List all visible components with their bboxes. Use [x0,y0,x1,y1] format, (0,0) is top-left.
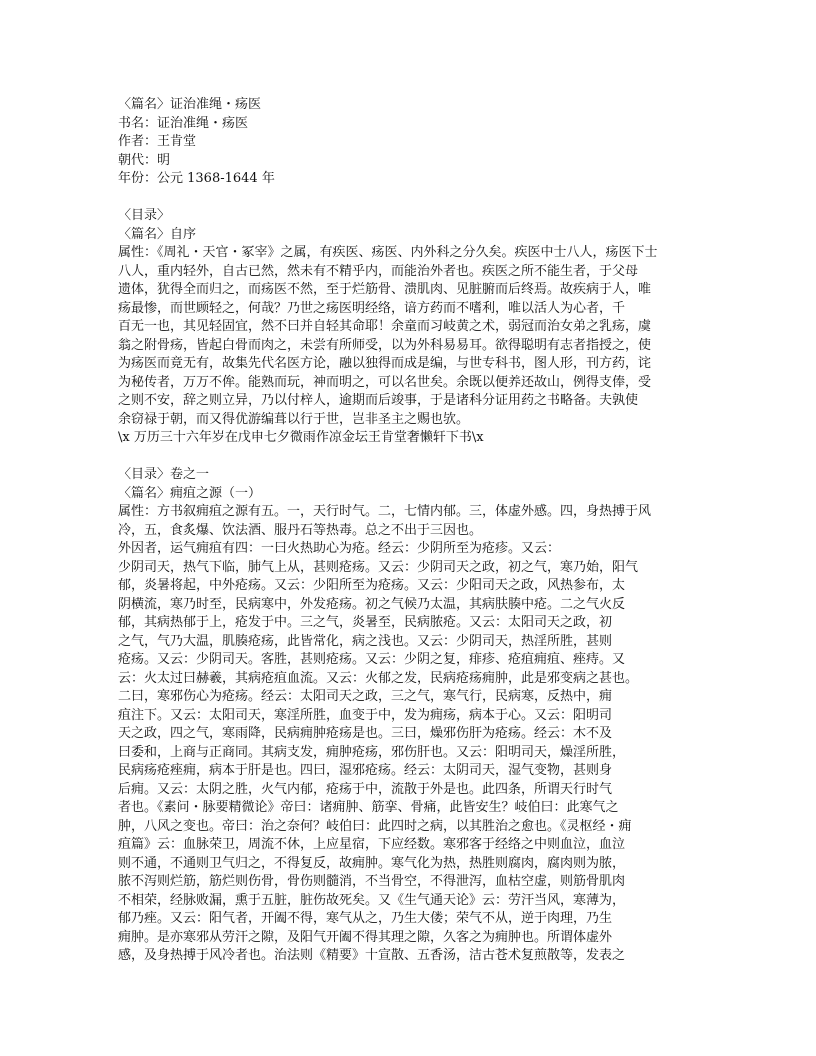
text-line: 脓不泻则烂筋，筋烂则伤骨，骨伤则髓消，不当骨空，不得泄泻，血枯空虚，则筋骨肌肉 [118,874,626,889]
text-line: 云：火太过曰赫羲，其病疮疽血流。又云：火郁之发，民病疮疡痈肿，此是邪变病之甚也。 [118,670,639,686]
text-line: 郁，炎暑将起，中外疮疡。又云：少阳所至为疮疡。又云：少阳司天之政，风热参布，太 [118,578,626,593]
text-line: 民病疡疮痤痈，病本于肝是也。四曰，湿邪疮疡。经云：太阴司天，湿气变物，甚则身 [118,763,613,778]
text-line: 天之政，四之气，寒雨降，民病痈肿疮疡是也。三曰，燥邪伤肝为疮疡。经云：木不及 [118,726,613,741]
text-line: 疽篇》云：血脉荣卫，周流不休，上应星宿，下应经数。寒邪客于经络之中则血泣，血泣 [118,837,626,852]
text-line: 为秘传者，万万不侔。能熟而玩，神而明之，可以名世矣。余既以便养还故山，例得支俸，受 [118,374,652,390]
signature-line: \x 万历三十六年岁在戊申七夕微雨作凉金坛王肯堂奢懒轩下书\x [118,430,484,445]
text-line: 少阴司天，热气下临，肺气上从，甚则疮疡。又云：少阴司天之政，初之气，寒乃始，阳气 [118,559,639,575]
header-title-line: 〈篇名〉证治准绳・疡医 [118,97,262,112]
text-line: 二曰，寒邪伤心为疮疡。经云：太阳司天之政，三之气，寒气行，民病寒，反热中，痈 [118,689,613,704]
header-dynasty-line: 朝代：明 [118,152,171,168]
text-line: 属性：方书叙痈疽之源有五。一，天行时气。二，七情内郁。三，体虚外感。四，身热搏于风 [118,504,652,519]
text-line: 郁乃痤。又云：阳气者，开阖不得，寒气从之，乃生大偻；荣气不从，逆于肉理，乃生 [118,911,613,926]
text-line: 属性：《周礼・天官・冢宰》之属，有疾医、疡医、内外科之分久矣。疾医中士八人，疡医下士 [118,245,658,260]
header-book-line: 书名：证治准绳・疡医 [118,115,249,131]
text-line: 百无一也，其见轻固宜，然不曰并自轻其命耶！余童而习岐黄之术，弱冠而治女弟之乳疡，虞 [118,319,652,334]
document-header [118,96,698,189]
document-page [118,96,698,1003]
section-heading: 〈篇名〉自序 [118,226,197,242]
text-line [118,966,698,985]
text-line [118,984,698,1003]
text-line: 疮疡。又云：少阴司天。客胜，甚则疮疡。又云：少阴之复，痱疹、疮疽痈疽、痤痔。又 [118,652,626,667]
text-line: 阴横流，寒乃时至，民病寒中，外发疮疡。初之气候乃太温，其病肤腠中疮。二之气火反 [118,596,626,612]
chapter-one-section [118,466,698,1003]
header-author-line: 作者：王肯堂 [118,134,197,149]
text-line: 曰委和，上商与正商同。其病支发，痈肿疮疡，邪伤肝也。又云：阳明司天，燥淫所胜， [118,744,626,760]
text-line: 疡最惨，而世顾轻之，何哉？乃世之疡医明经络，谙方药而不嗜利，唯以活人为心者，千 [118,300,626,316]
text-line: 余窃禄于朝，而又得优游编葺以行于世，岂非圣主之赐也欤。 [118,411,470,427]
spacer [118,448,698,467]
text-line: 则不通，不通则卫气归之，不得复反，故痈肿。寒气化为热，热胜则腐肉，腐肉则为脓， [118,855,626,871]
text-line: 者也。《素问・脉要精微论》帝曰：诸痈肿、筋挛、骨痛，此皆安生？岐伯曰：此寒气之 [118,800,619,815]
spacer [118,189,698,208]
text-line: 疽注下。又云：太阳司天，寒淫所胜，血变于中，发为痈疡，病本于心。又云：阳明司 [118,707,613,723]
text-line: 之气，气乃大温，肌腠疮疡，此皆常化，病之浅也。又云：少阴司天，热淫所胜，甚则 [118,633,613,649]
text-line: 之则不安，辞之则立异，乃以付梓人，逾期而后竣事，于是诸科分证用药之书略备。夫孰使 [118,393,639,408]
text-line: 翁之附骨疡，皆起白骨而肉之，未尝有所师受，以为外科易易耳。欲得聪明有志者指授之，使 [118,337,652,353]
text-line: 为疡医而竟无有，故集先代名医方论，融以独得而成是编，与世专科书，图人形，刊方药，诧 [118,356,652,371]
text-line: 八人，重内轻外，自古已然，然未有不精乎内，而能治外者也。疾医之所不能生者，于父母 [118,263,639,279]
preface-section [118,207,698,448]
text-line: 痈肿。是亦寒邪从劳汗之隙，及阳气开阖不得其理之隙，久客之为痈肿也。所谓体虚外 [118,929,613,945]
text-line: 遗体，犹得全而归之，而疡医不然，至于烂筋骨、溃肌肉、见脏腑而后终焉。故疾病于人，唯 [118,282,652,297]
text-line: 郁，其病热郁于上，疮发于中。三之气，炎暑至，民病脓疮。又云：太阳司天之政，初 [118,615,613,630]
header-year-line: 年份：公元 1368-1644 年 [118,171,275,186]
section-toc-label: 〈目录〉 [118,208,171,223]
text-line: 外因者，运气痈疽有四：一曰火热助心为疮。经云：少阴所至为疮疹。又云： [118,541,561,556]
section-toc-label: 〈目录〉卷之一 [118,467,210,482]
section-heading: 〈篇名〉痈疽之源（一） [118,485,262,501]
text-line: 感，及身热搏于风冷者也。治法则《精要》十宣散、五香汤，洁古苍术复煎散等，发表之 [118,948,626,963]
text-line: 不相荣，经脉败漏，熏于五脏，脏伤故死矣。又《生气通天论》云：劳汗当风，寒薄为， [118,892,626,908]
text-line: 冷，五，食炙爆、饮法酒、服丹石等热毒。总之不出于三因也。 [118,522,483,538]
text-line: 肿，八风之变也。帝曰：治之奈何？岐伯曰：此四时之病，以其胜治之愈也。《灵枢经・痈 [118,818,632,834]
text-line: 后痈。又云：太阴之胜，火气内郁，疮疡于中，流散于外是也。此四条，所谓天行时气 [118,781,613,797]
